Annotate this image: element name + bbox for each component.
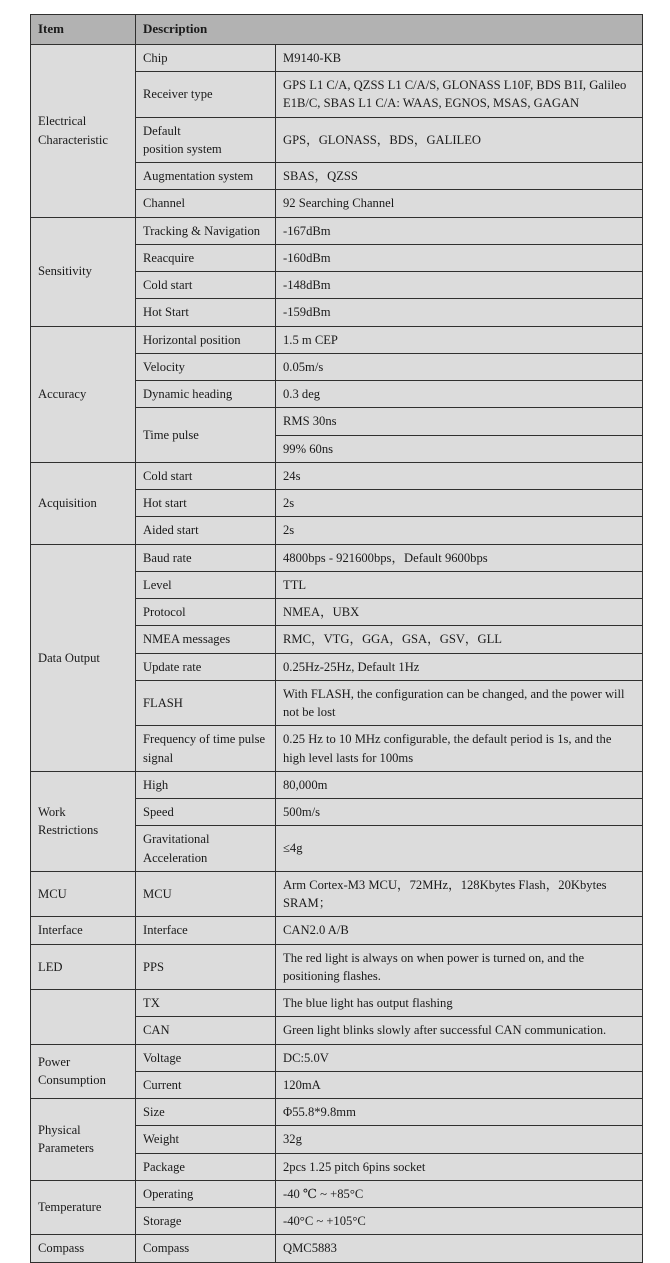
description-cell: Weight <box>136 1126 276 1153</box>
table-row <box>31 871 643 917</box>
item-cell: LED <box>31 944 136 990</box>
description-cell: Aided start <box>136 517 276 544</box>
description-cell: Voltage <box>136 1044 276 1071</box>
value-cell: RMC，VTG，GGA，GSA，GSV，GLL <box>276 626 643 653</box>
value-cell: -40 ℃ ~ +85°C <box>276 1180 643 1207</box>
description-cell: Cold start <box>136 272 276 299</box>
description-cell: Reacquire <box>136 244 276 271</box>
value-cell: 2s <box>276 490 643 517</box>
table-row <box>31 462 643 489</box>
description-cell: Gravitational Acceleration <box>136 826 276 872</box>
item-cell: Compass <box>31 1235 136 1262</box>
value-cell: 32g <box>276 1126 643 1153</box>
description-cell: Horizontal position <box>136 326 276 353</box>
description-cell: Update rate <box>136 653 276 680</box>
item-cell: Data Output <box>31 544 136 771</box>
value-cell: 92 Searching Channel <box>276 190 643 217</box>
description-cell: Receiver type <box>136 72 276 118</box>
item-cell: Interface <box>31 917 136 944</box>
table-header-row <box>31 15 643 45</box>
column-header-item: Item <box>31 15 136 45</box>
value-cell: DC:5.0V <box>276 1044 643 1071</box>
description-cell: Size <box>136 1099 276 1126</box>
table-row <box>31 1099 643 1126</box>
description-cell: Baud rate <box>136 544 276 571</box>
value-cell: 99% 60ns <box>276 435 643 462</box>
value-cell: 0.3 deg <box>276 381 643 408</box>
value-cell: 0.05m/s <box>276 353 643 380</box>
item-cell <box>31 990 136 1045</box>
item-cell: Sensitivity <box>31 217 136 326</box>
description-cell: Time pulse <box>136 408 276 463</box>
description-cell: Augmentation system <box>136 163 276 190</box>
description-cell: MCU <box>136 871 276 917</box>
value-cell: 24s <box>276 462 643 489</box>
value-cell: Green light blinks slowly after successful CAN communication. <box>276 1017 643 1044</box>
item-cell: Accuracy <box>31 326 136 462</box>
value-cell: -160dBm <box>276 244 643 271</box>
item-cell: Work Restrictions <box>31 771 136 871</box>
value-cell: GPS，GLONASS，BDS，GALILEO <box>276 117 643 163</box>
description-cell: NMEA messages <box>136 626 276 653</box>
value-cell: -167dBm <box>276 217 643 244</box>
value-cell: 80,000m <box>276 771 643 798</box>
description-cell: Default position system <box>136 117 276 163</box>
description-cell: Protocol <box>136 599 276 626</box>
description-cell: Dynamic heading <box>136 381 276 408</box>
description-cell: FLASH <box>136 680 276 726</box>
value-cell: ≤4g <box>276 826 643 872</box>
value-cell: -148dBm <box>276 272 643 299</box>
item-cell: Physical Parameters <box>31 1099 136 1181</box>
table-row <box>31 771 643 798</box>
item-cell: Power Consumption <box>31 1044 136 1099</box>
description-cell: Storage <box>136 1208 276 1235</box>
item-cell: Electrical Characteristic <box>31 44 136 217</box>
item-cell: Temperature <box>31 1180 136 1235</box>
column-header-description: Description <box>136 15 643 45</box>
description-cell: TX <box>136 990 276 1017</box>
value-cell: NMEA，UBX <box>276 599 643 626</box>
description-cell: Chip <box>136 44 276 71</box>
table-header <box>31 15 643 45</box>
value-cell: 1.5 m CEP <box>276 326 643 353</box>
description-cell: Velocity <box>136 353 276 380</box>
value-cell: 0.25Hz-25Hz, Default 1Hz <box>276 653 643 680</box>
description-cell: CAN <box>136 1017 276 1044</box>
description-cell: Package <box>136 1153 276 1180</box>
value-cell: TTL <box>276 571 643 598</box>
table-row <box>31 1180 643 1207</box>
description-cell: Compass <box>136 1235 276 1262</box>
table-row <box>31 1044 643 1071</box>
value-cell: CAN2.0 A/B <box>276 917 643 944</box>
table-row <box>31 944 643 990</box>
table-row <box>31 1235 643 1262</box>
description-cell: High <box>136 771 276 798</box>
value-cell: RMS 30ns <box>276 408 643 435</box>
value-cell: Φ55.8*9.8mm <box>276 1099 643 1126</box>
description-cell: Interface <box>136 917 276 944</box>
item-cell: Acquisition <box>31 462 136 544</box>
description-cell: Hot Start <box>136 299 276 326</box>
value-cell: 120mA <box>276 1071 643 1098</box>
value-cell: -159dBm <box>276 299 643 326</box>
description-cell: Channel <box>136 190 276 217</box>
description-cell: Level <box>136 571 276 598</box>
description-cell: Tracking & Navigation <box>136 217 276 244</box>
description-cell: Hot start <box>136 490 276 517</box>
value-cell: SBAS，QZSS <box>276 163 643 190</box>
value-cell: The blue light has output flashing <box>276 990 643 1017</box>
description-cell: Operating <box>136 1180 276 1207</box>
table-row <box>31 990 643 1017</box>
value-cell: QMC5883 <box>276 1235 643 1262</box>
value-cell: With FLASH, the configuration can be changed, and the power will not be lost <box>276 680 643 726</box>
table-body <box>31 44 643 1262</box>
specification-table <box>30 14 643 1263</box>
value-cell: GPS L1 C/A, QZSS L1 C/A/S, GLONASS L10F, BDS B1I, Galileo E1B/C, SBAS L1 C/A: WAAS, EGNOS, MSAS, GAGAN <box>276 72 643 118</box>
value-cell: 0.25 Hz to 10 MHz configurable, the default period is 1s, and the high level lasts for 100ms <box>276 726 643 772</box>
value-cell: M9140-KB <box>276 44 643 71</box>
value-cell: -40°C ~ +105°C <box>276 1208 643 1235</box>
description-cell: PPS <box>136 944 276 990</box>
table-row <box>31 917 643 944</box>
item-cell: MCU <box>31 871 136 917</box>
value-cell: 2s <box>276 517 643 544</box>
value-cell: 500m/s <box>276 799 643 826</box>
value-cell: Arm Cortex-M3 MCU，72MHz，128Kbytes Flash，20Kbytes SRAM； <box>276 871 643 917</box>
description-cell: Frequency of time pulse signal <box>136 726 276 772</box>
value-cell: 4800bps - 921600bps，Default 9600bps <box>276 544 643 571</box>
description-cell: Cold start <box>136 462 276 489</box>
table-row <box>31 217 643 244</box>
description-cell: Speed <box>136 799 276 826</box>
description-cell: Current <box>136 1071 276 1098</box>
table-row <box>31 44 643 71</box>
table-row <box>31 326 643 353</box>
value-cell: The red light is always on when power is turned on, and the positioning flashes. <box>276 944 643 990</box>
table-row <box>31 544 643 571</box>
value-cell: 2pcs 1.25 pitch 6pins socket <box>276 1153 643 1180</box>
